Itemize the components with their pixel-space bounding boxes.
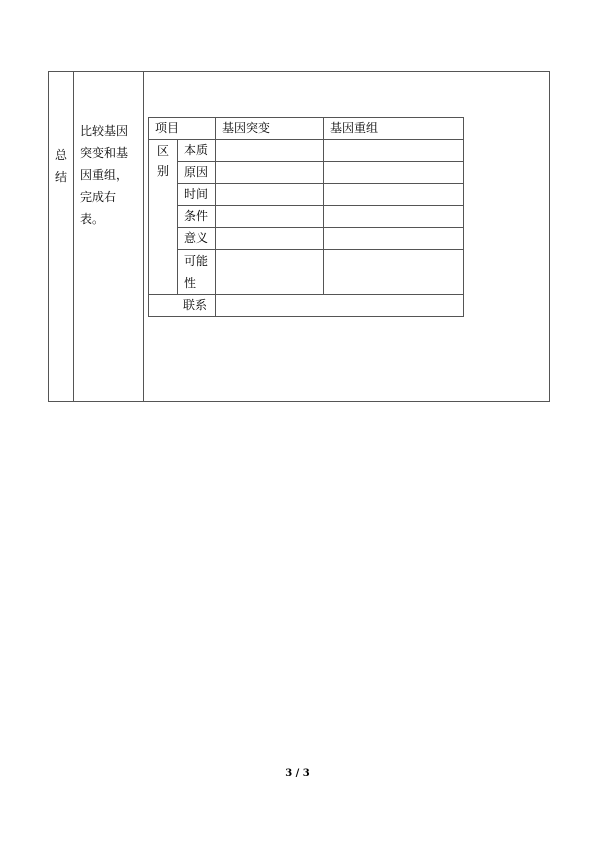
header-recombination-cell: 基因重组 <box>324 118 464 140</box>
column-divider <box>73 72 74 401</box>
comparison-table <box>148 117 464 317</box>
answer-cell[interactable] <box>324 140 464 162</box>
row-label: 时间 <box>178 184 216 206</box>
table-row <box>149 228 464 250</box>
row-label: 原因 <box>178 162 216 184</box>
header-mutation-cell: 基因突变 <box>216 118 324 140</box>
answer-cell[interactable] <box>324 162 464 184</box>
answer-cell[interactable] <box>324 206 464 228</box>
row-label: 条件 <box>178 206 216 228</box>
answer-cell[interactable] <box>216 184 324 206</box>
task-description <box>80 120 142 230</box>
answer-cell[interactable] <box>324 184 464 206</box>
answer-cell[interactable] <box>216 140 324 162</box>
row-label-line: 性 <box>184 276 197 290</box>
page-number: 3 / 3 <box>285 768 310 779</box>
column-divider <box>143 72 144 401</box>
row-label: 意义 <box>178 228 216 250</box>
row-label <box>178 250 216 295</box>
answer-cell[interactable] <box>216 250 324 295</box>
table-row <box>149 206 464 228</box>
row-label-line: 可能 <box>184 254 209 268</box>
row-label: 本质 <box>178 140 216 162</box>
table-footer-row <box>149 295 464 317</box>
answer-cell[interactable] <box>216 206 324 228</box>
answer-cell[interactable] <box>216 228 324 250</box>
answer-cell[interactable] <box>216 295 464 317</box>
description-line: 完成右 <box>80 190 117 204</box>
group-label-char: 区 <box>156 144 169 158</box>
header-item-cell: 项目 <box>149 118 216 140</box>
summary-label-cell <box>49 72 73 401</box>
relation-label: 联系 <box>149 295 216 317</box>
description-line: 比较基因 <box>80 124 129 138</box>
description-line: 因重组， <box>80 168 129 182</box>
difference-group-cell <box>149 140 178 295</box>
table-header-row <box>149 118 464 140</box>
summary-label-char: 结 <box>54 170 67 184</box>
answer-cell[interactable] <box>324 250 464 295</box>
answer-cell[interactable] <box>324 228 464 250</box>
table-row <box>149 140 464 162</box>
group-label-char: 别 <box>156 164 169 178</box>
description-line: 突变和基 <box>80 146 129 160</box>
table-row <box>149 184 464 206</box>
summary-label-char: 总 <box>54 148 67 162</box>
table-row <box>149 162 464 184</box>
answer-cell[interactable] <box>216 162 324 184</box>
table-row <box>149 250 464 295</box>
description-line: 表。 <box>80 212 105 226</box>
